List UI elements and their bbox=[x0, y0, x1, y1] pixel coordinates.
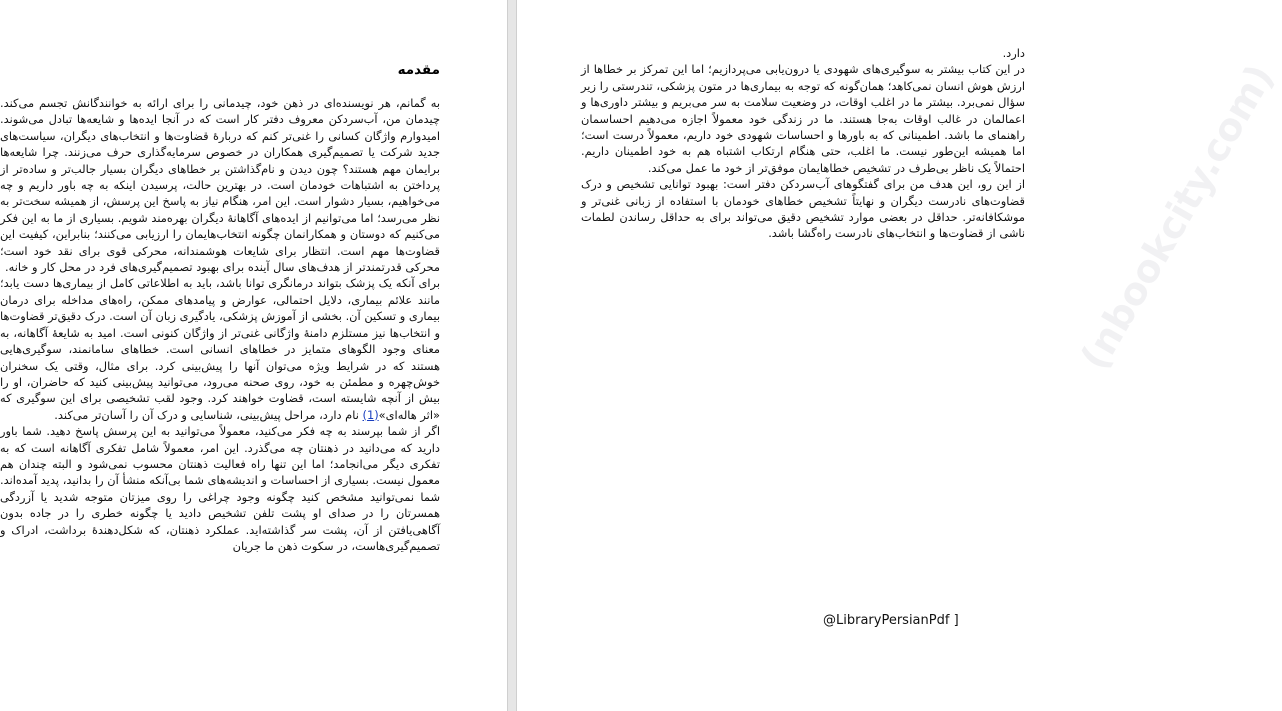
paragraph-with-footnote bbox=[0, 275, 440, 423]
paragraph: در این کتاب بیشتر به سوگیری‌های شهودی یا درون‌یابی می‌پردازیم؛ اما این تمرکز بر خطاها از ارزش هوش انسان نمی‌کاهد؛ همان‌گونه که توجه به بیماری‌ها در متون پزشکی، تندرستی را زیر سؤال نمی‌برد. بیشتر ما در اغلب اوقات، در وضعیت سلامت به سر می‌بریم و بیشتر داوری‌ها و اعمالمان در غالب اوقات به‌جا هستند. ما در زندگی خود معمولاً اجازه می‌دهیم احساسمان راهنمای ما باشد. اطمینانی که به باورها و احساسات شهودی خود داریم، معمولاً درست است؛ اما همیشه این‌طور نیست. ما اغلب، حتی هنگام ارتکاب اشتباه هم به خود اطمینان داریم. احتمالاً یک ناظر بی‌طرف در تشخیص خطاهایمان موفق‌تر از خود ما عمل می‌کند. bbox=[581, 62, 1025, 175]
footnote-link[interactable]: (1) bbox=[362, 407, 379, 422]
watermark: (nbookcity.com) bbox=[1072, 56, 1282, 377]
right-page bbox=[517, 0, 1282, 711]
paragraph-text: برای آنکه یک پزشک بتواند درمانگری توانا باشد، باید به اطلاعاتی کامل از بیماری‌ها دست یابد؛ مانند علائم بیماری، دلایل احتمالی، عوارض و پیامدهای ممکن، راه‌های مداخله برای درمان بیماری و تسکین آن. بخشی از آموزش پزشکی، یادگیری زبان آن است. درک دقیق‌تر قضاوت‌ها و انتخاب‌ها نیز مستلزم دامنهٔ واژگانی غنی‌تر از واژگان کنونی است. امید به شایعهٔ آگاهانه، به معنای وجود الگوهای متمایز در خطاهای انسانی است. خطاهای سامانمند، سوگیری‌هایی هستند که در شرایط ویژه می‌توان آنها را پیش‌بینی کرد. برای مثال، وقتی یک سخنران خوش‌چهره و مطمئن به خود، روی صحنه می‌رود، می‌توانید پیش‌بینی کنید که حاضران، او را بیش از آنچه شایسته است، قضاوت خواهند کرد. وجود لقب تشخیصی برای این سوگیری که «اثر هاله‌ای» bbox=[0, 276, 440, 422]
channel-credit: @LibraryPersianPdf ] bbox=[823, 613, 959, 628]
right-page-body bbox=[581, 45, 1025, 242]
paragraph: از این رو، این هدف من برای گفتگوهای آب‌سردکن دفتر است: بهبود توانایی تشخیص و درک قضاوت‌های نادرست دیگران و نهایتاً تشخیص خطاهای خودمان با استفاده از زبانی غنی‌تر و موشکافانه‌تر. حداقل در بعضی موارد تشخیص دقیق می‌تواند برای به حداقل رساندن لطمات ناشی از قضاوت‌ها و انتخاب‌های نادرست راه‌گشا باشد. bbox=[581, 177, 1025, 241]
paragraph-text: نام دارد، مراحل پیش‌بینی، شناسایی و درک آن را آسان‌تر می‌کند. bbox=[54, 407, 359, 422]
left-page-body bbox=[0, 95, 440, 554]
paragraph-continuation: دارد. bbox=[1002, 46, 1025, 60]
paragraph: اگر از شما بپرسند به چه فکر می‌کنید، معمولاً می‌توانید به این پرسش پاسخ دهید. شما باور دارید که می‌دانید در ذهنتان چه می‌گذرد. این امر، معمولاً شامل تفکری آگاهانه است که به تفکری دیگر می‌انجامد؛ اما این تنها راه فعالیت ذهنتان محسوب نمی‌شود و البته چندان هم معمول نیست. بسیاری از احساسات و اندیشه‌های شما بی‌آنکه منشأ آن را بدانید، پدید آمده‌اند. شما نمی‌توانید مشخص کنید چگونه وجود چراغی را روی میزتان متوجه شدید یا آزردگی همسرتان را در صدای او پشت تلفن تشخیص دادید یا چگونه خطری را در جاده بدون آگاهی‌یافتن از آن، پشت سر گذاشته‌اید. عملکرد ذهنتان، که شکل‌دهندهٔ برداشت، ادراک و تصمیم‌گیری‌هاست، در سکوت ذهن ما جریان bbox=[0, 424, 440, 553]
page-divider bbox=[507, 0, 517, 711]
paragraph: به گمانم، هر نویسنده‌ای در ذهن خود، چیدمانی را برای ارائه به خوانندگانش تجسم می‌کند. چیدمان من، آب‌سردکن معروف دفتر کار است که در آنجا ایده‌ها و شایعه‌ها تبادل می‌شوند. امیدوارم واژگان کسانی را غنی‌تر کنم که دربارهٔ قضاوت‌ها و انتخاب‌های دیگران، سیاست‌های جدید شرکت یا تصمیم‌گیری همکاران در خصوص سرمایه‌گذاری حرف می‌زنند. چرا شایعه‌ها برایمان مهم هستند؟ چون دیدن و نام‌گذاشتن بر خطاهای دیگران بسیار جالب‌تر و ساده‌تر از پرداختن به اشتباهات خودمان است. در بهترین حالت، پرسیدن اینکه به چه باور داریم و چه می‌خواهیم، بسیار دشوار است. این امر، هنگام نیاز به پاسخ این پرسش، از همیشه سخت‌تر به نظر می‌رسد؛ اما می‌توانیم از ایده‌های آگاهانهٔ دیگران بهره‌مند شویم. بسیاری از ما به این فکر می‌کنیم که دوستان و همکارانمان چگونه انتخاب‌هایمان را ارزیابی می‌کنند؛ بنابراین، کیفیت این قضاوت‌ها مهم است. انتظار برای شایعات هوشمندانه، محرکی قوی برای نقد خود است؛ محرکی قدرتمندتر از هدف‌های سال آینده برای بهبود تصمیم‌گیری‌های فرد در محل کار و خانه. bbox=[0, 96, 440, 275]
page-heading: مقدمه bbox=[397, 62, 440, 78]
left-page bbox=[0, 0, 507, 711]
